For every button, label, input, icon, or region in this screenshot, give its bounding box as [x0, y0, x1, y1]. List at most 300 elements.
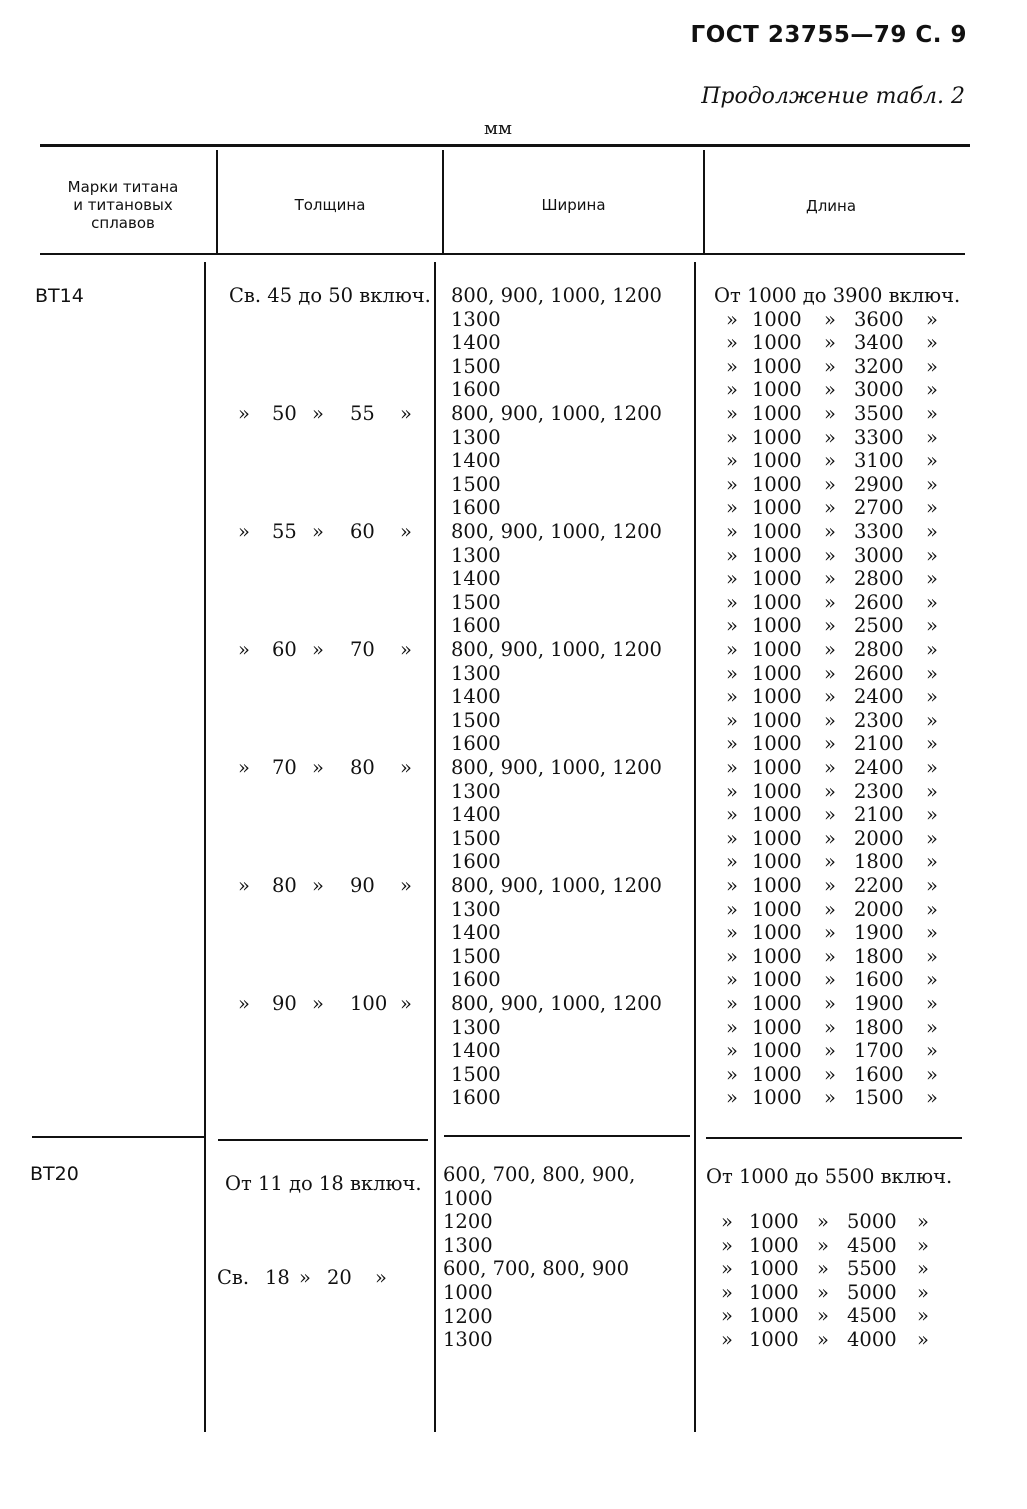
length-to: 2400 [854, 685, 904, 709]
length-from: 1000 [752, 1062, 802, 1086]
length-quote: » [926, 992, 938, 1015]
length-quote: » [824, 543, 836, 567]
thickness-from: 90 [272, 992, 297, 1015]
length-quote: » [824, 826, 836, 850]
width-cell: 1400 [451, 1039, 501, 1063]
width-cell: 800, 900, 1000, 1200 [451, 520, 662, 543]
length-quote: » [917, 1210, 929, 1233]
length-quote: » [726, 708, 738, 732]
length-quote: » [721, 1280, 733, 1304]
length-quote: » [726, 472, 738, 496]
length-to: 2600 [854, 661, 904, 685]
thickness-cell: Св. 45 до 50 включ. [229, 284, 431, 307]
length-from: 1000 [752, 732, 802, 756]
length-row [720, 355, 960, 379]
thickness-from: 55 [272, 520, 297, 543]
length-quote: » [817, 1233, 829, 1257]
thickness-from: 60 [272, 638, 297, 661]
thickness-quote: » [312, 402, 324, 425]
length-quote: » [824, 685, 836, 709]
width-cell: 1300 [451, 779, 501, 803]
length-quote: » [817, 1210, 829, 1233]
length-quote: » [824, 354, 836, 378]
length-from: 1000 [752, 354, 802, 378]
width-cell: 1300 [443, 1233, 493, 1257]
thickness-quote: » [312, 874, 324, 897]
length-quote: » [926, 803, 938, 827]
length-from: 1000 [749, 1304, 799, 1328]
length-quote: » [824, 520, 836, 543]
length-row [715, 1210, 955, 1234]
length-row [720, 520, 960, 544]
length-from: 1000 [752, 921, 802, 945]
length-from: 1000 [752, 1086, 802, 1110]
width-cell: 1200 [443, 1210, 493, 1234]
length-quote: » [824, 921, 836, 945]
length-quote: » [926, 496, 938, 520]
thickness-row [238, 638, 428, 662]
length-quote: » [721, 1257, 733, 1281]
length-from: 1000 [752, 803, 802, 827]
table-continuation-label: Продолжение табл. 2 [701, 84, 965, 109]
length-quote: » [824, 1039, 836, 1063]
length-to: 3300 [854, 425, 904, 449]
length-quote: » [726, 567, 738, 591]
length-quote: » [926, 590, 938, 614]
length-quote: » [824, 992, 836, 1015]
length-quote: » [926, 472, 938, 496]
length-from: 1000 [752, 496, 802, 520]
length-to: 2300 [854, 708, 904, 732]
length-from: 1000 [749, 1257, 799, 1281]
length-row [720, 898, 960, 922]
width-cell: 1300 [443, 1328, 493, 1352]
length-quote: » [926, 897, 938, 921]
length-from: 1000 [752, 1015, 802, 1039]
length-row [720, 496, 960, 520]
length-quote: » [824, 708, 836, 732]
length-quote: » [824, 756, 836, 779]
width-cell: 600, 700, 800, 900, [443, 1163, 636, 1186]
width-cell: 1500 [451, 708, 501, 732]
body-divider-3 [694, 262, 696, 1432]
width-cell: 1300 [451, 661, 501, 685]
length-quote: » [726, 520, 738, 543]
length-to: 1900 [854, 992, 904, 1015]
length-quote: » [917, 1328, 929, 1351]
thickness-to: 55 [350, 402, 375, 425]
thickness-quote: » [375, 1266, 387, 1289]
length-row [720, 638, 960, 662]
length-from: 1000 [752, 756, 802, 779]
length-from: 1000 [749, 1328, 799, 1351]
length-quote: » [917, 1280, 929, 1304]
length-from: 1000 [752, 1039, 802, 1063]
length-quote: » [726, 992, 738, 1015]
length-to: 3000 [854, 378, 904, 402]
length-to: 5000 [847, 1280, 897, 1304]
length-to: 2000 [854, 826, 904, 850]
width-cell: 800, 900, 1000, 1200 [451, 874, 662, 897]
width-cell: 1600 [451, 1086, 501, 1110]
width-cell: 1300 [451, 1015, 501, 1039]
length-from: 1000 [752, 992, 802, 1015]
width-cell: 1500 [451, 590, 501, 614]
length-quote: » [824, 425, 836, 449]
length-row [715, 1304, 955, 1328]
gost-header: ГОСТ 23755—79 С. 9 [690, 22, 967, 48]
length-row [720, 1039, 960, 1063]
width-cell: 800, 900, 1000, 1200 [451, 402, 662, 425]
length-quote: » [824, 944, 836, 968]
alloy-mark: ВТ20 [30, 1163, 79, 1185]
length-quote: » [817, 1280, 829, 1304]
length-quote: » [824, 472, 836, 496]
length-quote: » [926, 850, 938, 874]
thickness-quote: » [400, 874, 412, 897]
thickness-from: 50 [272, 402, 297, 425]
width-cell: 1600 [451, 968, 501, 992]
length-quote: » [824, 732, 836, 756]
unit-label: мм [484, 118, 513, 139]
length-quote: » [926, 331, 938, 355]
length-row [720, 780, 960, 804]
length-quote: » [824, 874, 836, 897]
length-quote: » [726, 614, 738, 638]
width-cell: 1300 [451, 543, 501, 567]
length-from: 1000 [752, 968, 802, 992]
length-quote: » [726, 968, 738, 992]
thickness-row [238, 992, 428, 1016]
length-quote: » [824, 1086, 836, 1110]
length-quote: » [824, 307, 836, 331]
width-cell: 1600 [451, 850, 501, 874]
length-row [715, 1281, 955, 1305]
length-row [720, 945, 960, 969]
length-to: 2100 [854, 803, 904, 827]
length-quote: » [926, 638, 938, 661]
length-quote: » [817, 1257, 829, 1281]
length-quote: » [824, 803, 836, 827]
length-to: 4000 [847, 1328, 897, 1351]
width-cell: 1600 [451, 732, 501, 756]
width-cell: 1500 [451, 354, 501, 378]
length-quote: » [721, 1210, 733, 1233]
length-from: 1000 [752, 661, 802, 685]
thickness-row [238, 874, 428, 898]
length-quote: » [824, 402, 836, 425]
length-quote: » [726, 921, 738, 945]
length-row [720, 827, 960, 851]
thickness-quote: » [238, 874, 250, 897]
length-row [720, 591, 960, 615]
length-row [720, 378, 960, 402]
length-quote: » [926, 1062, 938, 1086]
thickness-to: 80 [350, 756, 375, 779]
length-quote: » [721, 1233, 733, 1257]
thickness-quote: » [299, 1266, 311, 1289]
length-from: 1000 [752, 567, 802, 591]
length-quote: » [824, 331, 836, 355]
length-to: 1600 [854, 1062, 904, 1086]
length-quote: » [926, 732, 938, 756]
length-quote: » [824, 850, 836, 874]
length-quote: » [926, 661, 938, 685]
thickness-to: 100 [350, 992, 388, 1015]
length-quote: » [926, 685, 938, 709]
length-from: 1000 [752, 708, 802, 732]
length-quote: » [726, 756, 738, 779]
header-bottom-rule [40, 253, 965, 255]
length-from: 1000 [752, 449, 802, 473]
width-cell: 800, 900, 1000, 1200 [451, 638, 662, 661]
thickness-prefix: Св. [217, 1266, 250, 1289]
width-cell: 1400 [451, 331, 501, 355]
length-quote: » [926, 378, 938, 402]
width-cell: 800, 900, 1000, 1200 [451, 992, 662, 1015]
length-quote: » [726, 1062, 738, 1086]
length-row [720, 921, 960, 945]
length-to: 2900 [854, 472, 904, 496]
length-to: 2300 [854, 779, 904, 803]
width-cell: 1400 [451, 567, 501, 591]
length-from: 1000 [752, 614, 802, 638]
thickness-quote: » [400, 638, 412, 661]
length-to: 2800 [854, 567, 904, 591]
length-row [720, 308, 960, 332]
length-quote: » [824, 779, 836, 803]
length-quote: » [726, 850, 738, 874]
length-to: 1700 [854, 1039, 904, 1063]
length-quote: » [726, 449, 738, 473]
thickness-quote: » [238, 638, 250, 661]
length-row [720, 709, 960, 733]
width-cell: 1500 [451, 944, 501, 968]
length-quote: » [726, 331, 738, 355]
length-to: 2800 [854, 638, 904, 661]
length-quote: » [726, 685, 738, 709]
length-quote: » [726, 638, 738, 661]
length-quote: » [726, 543, 738, 567]
length-quote: » [726, 1039, 738, 1063]
width-cell: 1400 [451, 449, 501, 473]
length-quote: » [926, 921, 938, 945]
table-top-rule [40, 144, 970, 147]
length-row [720, 874, 960, 898]
length-from: 1000 [752, 590, 802, 614]
col-header-marks-line: и титановых [73, 196, 173, 214]
length-quote: » [817, 1328, 829, 1351]
length-row [720, 732, 960, 756]
thickness-quote: » [312, 520, 324, 543]
width-cell: 1500 [451, 826, 501, 850]
length-row [720, 1063, 960, 1087]
thickness-cell: От 11 до 18 включ. [225, 1172, 422, 1195]
length-quote: » [926, 756, 938, 779]
length-row [720, 803, 960, 827]
width-cell: 1000 [443, 1186, 493, 1210]
length-row [720, 331, 960, 355]
thickness-from: 80 [272, 874, 297, 897]
length-quote: » [926, 614, 938, 638]
length-to: 3200 [854, 354, 904, 378]
length-quote: » [824, 1015, 836, 1039]
length-row [720, 756, 960, 780]
length-quote: » [726, 874, 738, 897]
thickness-row [238, 520, 428, 544]
width-cell: 1300 [451, 307, 501, 331]
length-from: 1000 [752, 472, 802, 496]
group-separator-4 [706, 1137, 962, 1139]
length-row [720, 685, 960, 709]
thickness-row [217, 1266, 417, 1290]
length-quote: » [726, 378, 738, 402]
length-to: 2500 [854, 614, 904, 638]
length-quote: » [726, 779, 738, 803]
length-to: 2000 [854, 897, 904, 921]
length-from: 1000 [749, 1280, 799, 1304]
length-from: 1000 [749, 1210, 799, 1233]
length-quote: » [926, 449, 938, 473]
length-to: 2700 [854, 496, 904, 520]
width-cell: 1400 [451, 685, 501, 709]
thickness-row [238, 402, 428, 426]
length-quote: » [726, 496, 738, 520]
length-quote: » [926, 307, 938, 331]
length-quote: » [824, 378, 836, 402]
col-header-thickness: Толщина [294, 196, 366, 214]
length-from: 1000 [752, 520, 802, 543]
length-row [720, 850, 960, 874]
length-from: 1000 [752, 944, 802, 968]
length-to: 1500 [854, 1086, 904, 1110]
length-to: 3600 [854, 307, 904, 331]
width-cell: 1500 [451, 1062, 501, 1086]
length-to: 2600 [854, 590, 904, 614]
length-from: 1000 [752, 638, 802, 661]
length-quote: » [926, 1015, 938, 1039]
length-from: 1000 [752, 850, 802, 874]
length-quote: » [726, 732, 738, 756]
length-row [720, 449, 960, 473]
length-quote: » [817, 1304, 829, 1328]
length-to: 3000 [854, 543, 904, 567]
width-cell: 600, 700, 800, 900 [443, 1257, 630, 1281]
length-quote: » [726, 826, 738, 850]
length-to: 1600 [854, 968, 904, 992]
length-quote: » [824, 1062, 836, 1086]
length-row [720, 662, 960, 686]
length-quote: » [824, 567, 836, 591]
length-quote: » [917, 1304, 929, 1328]
length-to: 1800 [854, 944, 904, 968]
thickness-quote: » [312, 756, 324, 779]
width-cell: 1600 [451, 378, 501, 402]
length-from: 1000 [752, 779, 802, 803]
length-quote: » [726, 402, 738, 425]
length-from: 1000 [752, 874, 802, 897]
length-quote: » [726, 803, 738, 827]
length-row [720, 968, 960, 992]
thickness-quote: » [400, 992, 412, 1015]
length-row [715, 1328, 955, 1352]
length-quote: » [721, 1328, 733, 1351]
length-quote: » [824, 638, 836, 661]
length-to: 4500 [847, 1304, 897, 1328]
length-quote: » [926, 708, 938, 732]
width-cell: 1600 [451, 496, 501, 520]
length-quote: » [926, 1039, 938, 1063]
length-row [715, 1257, 955, 1281]
length-quote: » [926, 567, 938, 591]
length-to: 4500 [847, 1233, 897, 1257]
thickness-row [238, 756, 428, 780]
group-separator-1 [32, 1136, 204, 1138]
length-quote: » [726, 307, 738, 331]
length-row [720, 473, 960, 497]
length-to: 5000 [847, 1210, 897, 1233]
thickness-quote: » [400, 756, 412, 779]
length-quote: » [926, 1086, 938, 1110]
width-cell: 800, 900, 1000, 1200 [451, 756, 662, 779]
length-from: 1000 [752, 897, 802, 921]
length-from: 1000 [752, 543, 802, 567]
length-from: 1000 [752, 331, 802, 355]
length-quote: » [824, 590, 836, 614]
width-cell: 800, 900, 1000, 1200 [451, 284, 662, 307]
width-cell: 1400 [451, 803, 501, 827]
length-quote: » [926, 354, 938, 378]
length-quote: » [726, 897, 738, 921]
length-row [720, 426, 960, 450]
length-to: 1800 [854, 850, 904, 874]
length-quote: » [726, 661, 738, 685]
length-to: 5500 [847, 1257, 897, 1281]
thickness-quote: » [312, 992, 324, 1015]
length-quote: » [917, 1233, 929, 1257]
length-row [720, 402, 960, 426]
width-cell: 1300 [451, 897, 501, 921]
length-quote: » [926, 402, 938, 425]
length-quote: » [926, 874, 938, 897]
length-quote: » [926, 779, 938, 803]
length-first-cell: От 1000 до 5500 включ. [706, 1165, 953, 1188]
length-to: 3400 [854, 331, 904, 355]
thickness-to: 90 [350, 874, 375, 897]
group-separator-3 [444, 1135, 690, 1137]
length-from: 1000 [752, 402, 802, 425]
length-from: 1000 [752, 425, 802, 449]
length-row [720, 544, 960, 568]
thickness-to: 70 [350, 638, 375, 661]
col-header-marks-line: Марки титана [67, 178, 179, 196]
length-to: 1800 [854, 1015, 904, 1039]
alloy-mark: ВТ14 [35, 285, 84, 307]
width-cell: 1600 [451, 614, 501, 638]
length-quote: » [824, 968, 836, 992]
body-divider-1 [204, 262, 206, 1432]
length-from: 1000 [752, 307, 802, 331]
length-quote: » [926, 968, 938, 992]
length-quote: » [726, 590, 738, 614]
thickness-quote: » [238, 520, 250, 543]
length-quote: » [824, 897, 836, 921]
thickness-quote: » [400, 520, 412, 543]
length-quote: » [917, 1257, 929, 1281]
length-from: 1000 [752, 685, 802, 709]
length-to: 3500 [854, 402, 904, 425]
thickness-to: 20 [327, 1266, 352, 1289]
